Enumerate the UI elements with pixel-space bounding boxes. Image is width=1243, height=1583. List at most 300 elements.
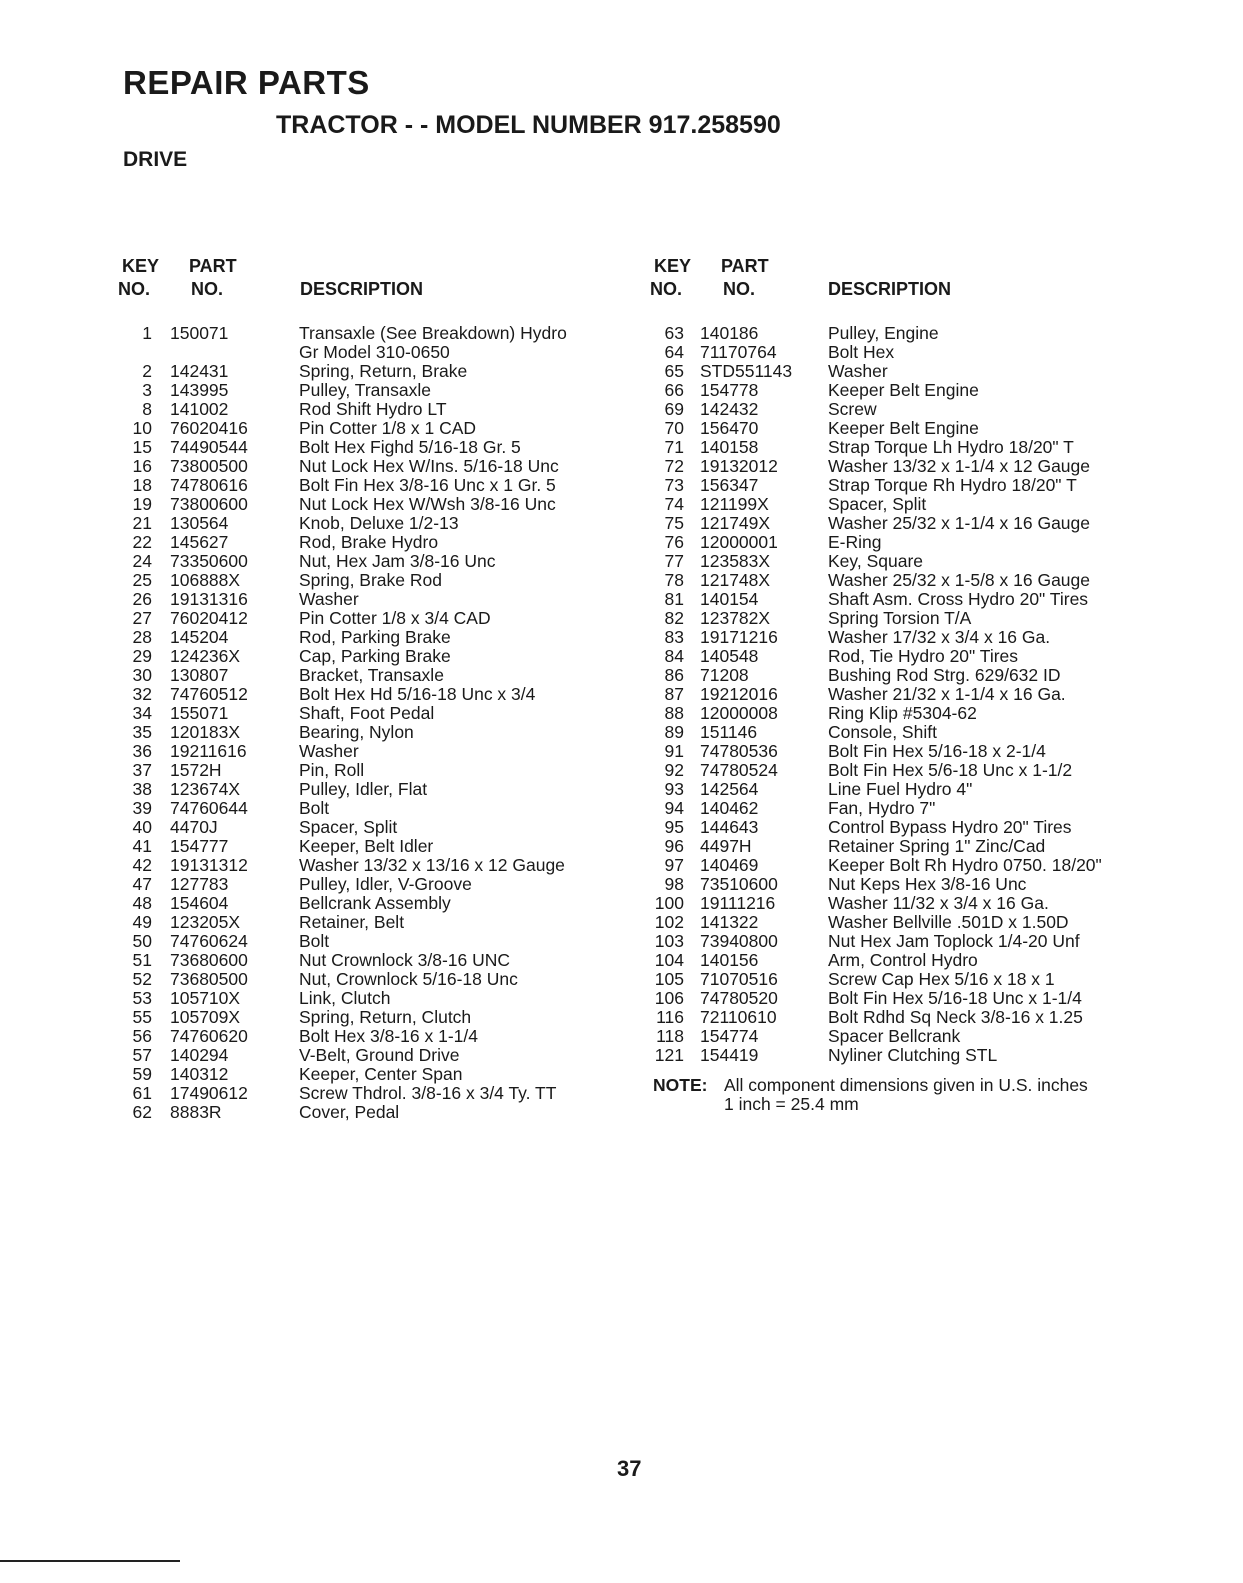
part-number: 74760620 xyxy=(170,1026,248,1046)
description-line: Spring Torsion T/A xyxy=(828,608,972,628)
part-description xyxy=(828,970,1055,989)
description-line: Keeper Bolt Rh Hydro 0750. 18/20" xyxy=(828,855,1102,875)
part-number: 145204 xyxy=(170,627,229,647)
key-number: 63 xyxy=(664,323,684,343)
key-number: 59 xyxy=(132,1064,152,1084)
key-number: 100 xyxy=(654,893,684,913)
part-description xyxy=(299,818,397,837)
description-line: Washer 13/32 x 13/16 x 12 Gauge xyxy=(299,855,565,875)
description-line: Spacer, Split xyxy=(828,494,927,514)
description-line: Retainer, Belt xyxy=(299,912,405,932)
description-line: Screw xyxy=(828,399,877,419)
part-description xyxy=(828,495,926,514)
description-line: Washer 25/32 x 1-1/4 x 16 Gauge xyxy=(828,513,1091,533)
key-number: 93 xyxy=(664,779,684,799)
part-description xyxy=(299,1027,478,1046)
key-number: 25 xyxy=(132,570,152,590)
part-description xyxy=(828,1027,960,1046)
note-conversion: 1 inch = 25.4 mm xyxy=(724,1094,859,1114)
part-number: 142432 xyxy=(700,399,759,419)
part-number: 71070516 xyxy=(700,969,778,989)
part-description xyxy=(828,685,1066,704)
part-description xyxy=(299,457,559,476)
part-description xyxy=(299,571,442,590)
part-number: 73680500 xyxy=(170,969,248,989)
key-number: 2 xyxy=(142,361,152,381)
part-number: 19111216 xyxy=(700,893,776,913)
description-line: Rod, Tie Hydro 20" Tires xyxy=(828,646,1019,666)
key-number: 71 xyxy=(664,437,684,457)
part-description xyxy=(299,552,495,571)
page-number: 37 xyxy=(617,1456,642,1481)
part-description xyxy=(828,419,979,438)
description-line: Link, Clutch xyxy=(299,988,391,1008)
part-description xyxy=(299,590,359,609)
key-number: 92 xyxy=(664,760,684,780)
part-description xyxy=(299,932,329,951)
part-number: 145627 xyxy=(170,532,229,552)
part-description xyxy=(828,647,1018,666)
key-number: 26 xyxy=(132,589,152,609)
part-description xyxy=(299,438,521,457)
part-description xyxy=(828,533,882,552)
part-description xyxy=(828,514,1090,533)
description-line: Ring Klip #5304-62 xyxy=(828,703,977,723)
part-number: 74760512 xyxy=(170,684,248,704)
key-number: 30 xyxy=(132,665,152,685)
key-number: 86 xyxy=(664,665,684,685)
key-number: 96 xyxy=(664,836,684,856)
part-number: 156470 xyxy=(700,418,759,438)
key-number: 52 xyxy=(132,969,152,989)
part-number: 140156 xyxy=(700,950,759,970)
part-description xyxy=(299,400,447,419)
note-label: NOTE: xyxy=(653,1075,708,1095)
description-line: Screw Thdrol. 3/8-16 x 3/4 Ty. TT xyxy=(299,1083,557,1103)
part-description xyxy=(828,1046,997,1065)
part-number: 74780524 xyxy=(700,760,778,780)
part-number: 127783 xyxy=(170,874,229,894)
key-number: 76 xyxy=(664,532,684,552)
description-line: Bolt Hex Fighd 5/16-18 Gr. 5 xyxy=(299,437,521,457)
description-line: Washer 13/32 x 1-1/4 x 12 Gauge xyxy=(828,456,1091,476)
key-number: 27 xyxy=(132,608,152,628)
description-line: Rod, Parking Brake xyxy=(299,627,451,647)
part-number: 144643 xyxy=(700,817,759,837)
part-description xyxy=(828,894,1049,913)
description-line: Bracket, Transaxle xyxy=(299,665,444,685)
key-number: 16 xyxy=(132,456,152,476)
key-number: 28 xyxy=(132,627,152,647)
part-description xyxy=(299,1046,459,1065)
key-number: 116 xyxy=(656,1007,684,1027)
part-number: 140186 xyxy=(700,323,759,343)
key-number: 34 xyxy=(132,703,152,723)
part-description xyxy=(828,799,935,818)
key-number: 21 xyxy=(132,513,152,533)
key-number: 66 xyxy=(664,380,684,400)
key-number: 35 xyxy=(132,722,152,742)
key-number: 32 xyxy=(132,684,152,704)
part-description xyxy=(299,324,567,362)
description-line: Cap, Parking Brake xyxy=(299,646,451,666)
key-number: 102 xyxy=(654,912,684,932)
part-description xyxy=(299,1065,462,1084)
key-number: 84 xyxy=(664,646,684,666)
part-number: 130564 xyxy=(170,513,229,533)
key-number: 19 xyxy=(132,494,152,514)
key-number: 70 xyxy=(664,418,684,438)
description-line: Nut Lock Hex W/Wsh 3/8-16 Unc xyxy=(299,494,556,514)
key-number: 65 xyxy=(664,361,684,381)
description-line: Keeper, Belt Idler xyxy=(299,836,434,856)
part-number: 121199X xyxy=(700,494,769,514)
description-line: Bolt Rdhd Sq Neck 3/8-16 x 1.25 xyxy=(828,1007,1083,1027)
key-number: 118 xyxy=(656,1026,684,1046)
part-description xyxy=(299,533,438,552)
part-number: 140154 xyxy=(700,589,759,609)
part-number: 154778 xyxy=(700,380,759,400)
description-line: Pin, Roll xyxy=(299,760,365,780)
part-number: 140548 xyxy=(700,646,759,666)
part-description xyxy=(299,419,476,438)
key-number: 95 xyxy=(664,817,684,837)
part-number: 74760644 xyxy=(170,798,248,818)
part-number: 19131316 xyxy=(170,589,248,609)
description-line: Keeper, Center Span xyxy=(299,1064,463,1084)
part-number: 73940800 xyxy=(700,931,778,951)
key-number: 121 xyxy=(654,1045,684,1065)
description-line: Spring, Return, Brake xyxy=(299,361,468,381)
part-number: 76020416 xyxy=(170,418,248,438)
part-number: 74760624 xyxy=(170,931,248,951)
part-description xyxy=(828,324,939,343)
part-number: 76020412 xyxy=(170,608,248,628)
description-line: Washer xyxy=(828,361,888,381)
key-number: 69 xyxy=(664,399,684,419)
part-description xyxy=(828,1008,1083,1027)
key-number: 61 xyxy=(132,1083,152,1103)
part-number: STD551143 xyxy=(700,361,793,381)
part-description xyxy=(828,590,1088,609)
part-description xyxy=(299,951,510,970)
part-description xyxy=(828,381,979,400)
key-number: 42 xyxy=(132,855,152,875)
key-number: 91 xyxy=(664,741,684,761)
key-number: 103 xyxy=(654,931,684,951)
part-description xyxy=(828,723,937,742)
part-description xyxy=(828,457,1090,476)
description-line: Nyliner Clutching STL xyxy=(828,1045,998,1065)
key-number: 77 xyxy=(664,551,684,571)
part-number: 130807 xyxy=(170,665,229,685)
part-description xyxy=(828,400,877,419)
part-description xyxy=(299,856,565,875)
description-line: Nut Keps Hex 3/8-16 Unc xyxy=(828,874,1027,894)
description-line: Keeper Belt Engine xyxy=(828,418,979,438)
key-number: 81 xyxy=(664,589,684,609)
part-number: 19171216 xyxy=(700,627,778,647)
key-number: 105 xyxy=(654,969,684,989)
part-description xyxy=(828,951,978,970)
key-number: 39 xyxy=(132,798,152,818)
part-number: 1572H xyxy=(170,760,222,780)
key-number: 55 xyxy=(132,1007,152,1027)
key-number: 47 xyxy=(132,874,152,894)
part-description xyxy=(299,989,390,1008)
part-number: 156347 xyxy=(700,475,759,495)
description-line: Pulley, Engine xyxy=(828,323,939,343)
part-number: 4470J xyxy=(170,817,218,837)
key-number: 56 xyxy=(132,1026,152,1046)
description-line: Washer xyxy=(299,589,359,609)
part-description xyxy=(299,362,467,381)
part-number: 73800500 xyxy=(170,456,248,476)
part-description xyxy=(299,1103,399,1122)
description-line: Pulley, Transaxle xyxy=(299,380,431,400)
description-line: Nut Hex Jam Toplock 1/4-20 Unf xyxy=(828,931,1080,951)
description-line: Washer 17/32 x 3/4 x 16 Ga. xyxy=(828,627,1051,647)
description-line: Bolt Fin Hex 3/8-16 Unc x 1 Gr. 5 xyxy=(299,475,556,495)
key-number: 18 xyxy=(132,475,152,495)
key-number: 50 xyxy=(132,931,152,951)
key-number: 29 xyxy=(132,646,152,666)
part-description xyxy=(299,837,433,856)
key-number: 24 xyxy=(132,551,152,571)
key-number: 87 xyxy=(664,684,684,704)
part-description xyxy=(828,989,1082,1008)
part-description xyxy=(299,875,472,894)
key-number: 88 xyxy=(664,703,684,723)
part-number: 73800600 xyxy=(170,494,248,514)
description-line: Washer Bellville .501D x 1.50D xyxy=(828,912,1069,932)
bottom-rule xyxy=(0,1560,180,1562)
part-number: 140469 xyxy=(700,855,759,875)
description-line: Bolt Hex 3/8-16 x 1-1/4 xyxy=(299,1026,478,1046)
part-description xyxy=(828,742,1046,761)
key-header: KEY xyxy=(122,256,160,276)
key-number: 62 xyxy=(132,1102,152,1122)
key-number: 15 xyxy=(132,437,152,457)
description-line: Nut Crownlock 3/8-16 UNC xyxy=(299,950,511,970)
part-number: 105709X xyxy=(170,1007,241,1027)
part-number: 140158 xyxy=(700,437,759,457)
key-number: 72 xyxy=(664,456,684,476)
part-number: 141002 xyxy=(170,399,229,419)
part-number: 142431 xyxy=(170,361,229,381)
part-number: 17490612 xyxy=(170,1083,248,1103)
part-description xyxy=(299,780,427,799)
description-line: Control Bypass Hydro 20" Tires xyxy=(828,817,1072,837)
description-line: Bellcrank Assembly xyxy=(299,893,451,913)
part-number: 19132012 xyxy=(700,456,778,476)
note-text: All component dimensions given in U.S. inches xyxy=(724,1075,1088,1095)
key-number: 57 xyxy=(132,1045,152,1065)
key-number: 74 xyxy=(664,494,684,514)
part-description xyxy=(828,552,923,571)
part-number: 8883R xyxy=(170,1102,222,1122)
description-line: Strap Torque Rh Hydro 18/20" T xyxy=(828,475,1077,495)
description-line: Arm, Control Hydro xyxy=(828,950,978,970)
part-number: 143995 xyxy=(170,380,229,400)
part-description xyxy=(828,856,1102,875)
description-line: Washer xyxy=(299,741,359,761)
part-number: 123674X xyxy=(170,779,241,799)
key-number: 40 xyxy=(132,817,152,837)
key-number: 36 xyxy=(132,741,152,761)
part-description xyxy=(828,837,1045,856)
description-line: Console, Shift xyxy=(828,722,937,742)
part-description xyxy=(828,571,1090,590)
page-title: REPAIR PARTS xyxy=(123,64,370,101)
part-description xyxy=(299,495,556,514)
key-number: 98 xyxy=(664,874,684,894)
description-line: Nut, Hex Jam 3/8-16 Unc xyxy=(299,551,496,571)
part-number: 142564 xyxy=(700,779,759,799)
description-line: Screw Cap Hex 5/16 x 18 x 1 xyxy=(828,969,1055,989)
description-line: Washer 11/32 x 3/4 x 16 Ga. xyxy=(828,893,1049,913)
key-number: 48 xyxy=(132,893,152,913)
key-number: 53 xyxy=(132,988,152,1008)
part-description xyxy=(828,704,977,723)
description-line: Nut Lock Hex W/Ins. 5/16-18 Unc xyxy=(299,456,559,476)
part-description xyxy=(299,742,359,761)
key-number: 41 xyxy=(132,836,152,856)
key-number: 75 xyxy=(664,513,684,533)
part-description xyxy=(299,666,444,685)
part-number: 4497H xyxy=(700,836,752,856)
description-line: Shaft Asm. Cross Hydro 20" Tires xyxy=(828,589,1089,609)
part-description xyxy=(828,628,1050,647)
part-number: 72110610 xyxy=(700,1007,777,1027)
part-number: 71170764 xyxy=(700,342,777,362)
description-line: Washer 25/32 x 1-5/8 x 16 Gauge xyxy=(828,570,1091,590)
description-line: Fan, Hydro 7" xyxy=(828,798,936,818)
part-description xyxy=(828,438,1074,457)
part-number: 154419 xyxy=(700,1045,759,1065)
part-description xyxy=(299,799,329,818)
part-number: 12000008 xyxy=(700,703,778,723)
description-line: Rod Shift Hydro LT xyxy=(299,399,447,419)
part-number: 123782X xyxy=(700,608,771,628)
part-number: 106888X xyxy=(170,570,241,590)
description-line: Bolt Hex Hd 5/16-18 Unc x 3/4 xyxy=(299,684,536,704)
part-number: 73350600 xyxy=(170,551,248,571)
part-header: PART xyxy=(721,256,769,276)
part-description xyxy=(299,628,451,647)
part-description xyxy=(299,514,459,533)
part-description xyxy=(299,913,404,932)
part-number: 19211616 xyxy=(170,741,247,761)
key-number: 22 xyxy=(132,532,152,552)
description-line: Line Fuel Hydro 4" xyxy=(828,779,973,799)
description-line: Rod, Brake Hydro xyxy=(299,532,439,552)
description-line: Spring, Return, Clutch xyxy=(299,1007,472,1027)
part-number: 140462 xyxy=(700,798,759,818)
description-line: Strap Torque Lh Hydro 18/20" T xyxy=(828,437,1074,457)
key-number: 73 xyxy=(664,475,684,495)
key-number: 94 xyxy=(664,798,684,818)
key-number: 106 xyxy=(654,988,684,1008)
description-line: Pin Cotter 1/8 x 3/4 CAD xyxy=(299,608,491,628)
description-line: Retainer Spring 1" Zinc/Cad xyxy=(828,836,1046,856)
description-line: Nut, Crownlock 5/16-18 Unc xyxy=(299,969,518,989)
part-number: 140294 xyxy=(170,1045,229,1065)
key-number: 8 xyxy=(142,399,152,419)
description-line: Bolt xyxy=(299,798,330,818)
part-description xyxy=(299,723,414,742)
part-description xyxy=(299,476,556,495)
description-line: Bolt Hex xyxy=(828,342,895,362)
description-line: Cover, Pedal xyxy=(299,1102,400,1122)
key-number: 104 xyxy=(654,950,684,970)
part-number: 154604 xyxy=(170,893,229,913)
description-header: DESCRIPTION xyxy=(828,279,952,299)
part-number: 73680600 xyxy=(170,950,248,970)
part-number: 123583X xyxy=(700,551,771,571)
part-description xyxy=(828,609,971,628)
part-number: 140312 xyxy=(170,1064,229,1084)
key-number: 3 xyxy=(142,380,152,400)
key-number: 89 xyxy=(664,722,684,742)
key-number: 10 xyxy=(132,418,152,438)
part-number: 124236X xyxy=(170,646,241,666)
part-number: 74780616 xyxy=(170,475,248,495)
part-description xyxy=(828,780,972,799)
description-line: V-Belt, Ground Drive xyxy=(299,1045,460,1065)
key-number: 82 xyxy=(664,608,684,628)
description-line: Transaxle (See Breakdown) Hydro xyxy=(299,323,567,343)
part-no-header: NO. xyxy=(191,279,224,299)
description-header: DESCRIPTION xyxy=(300,279,424,299)
part-number: 74780536 xyxy=(700,741,778,761)
key-number: 97 xyxy=(664,855,684,875)
description-line: Key, Square xyxy=(828,551,924,571)
part-description xyxy=(828,476,1077,495)
part-description xyxy=(299,1084,556,1103)
description-line: Pulley, Idler, V-Groove xyxy=(299,874,472,894)
part-number: 150071 xyxy=(170,323,229,343)
part-description xyxy=(299,894,451,913)
part-number: 121749X xyxy=(700,513,771,533)
key-header: KEY xyxy=(654,256,692,276)
part-description xyxy=(828,875,1026,894)
description-line: Shaft, Foot Pedal xyxy=(299,703,435,723)
part-description xyxy=(299,685,535,704)
part-number: 141322 xyxy=(700,912,759,932)
key-number: 78 xyxy=(664,570,684,590)
key-no-header: NO. xyxy=(650,279,683,299)
key-number: 1 xyxy=(142,323,152,343)
section-title: DRIVE xyxy=(123,148,188,171)
part-number: 154777 xyxy=(170,836,229,856)
description-line: E-Ring xyxy=(828,532,882,552)
part-description xyxy=(299,609,491,628)
part-number: 154774 xyxy=(700,1026,759,1046)
description-line: Bolt Fin Hex 5/16-18 Unc x 1-1/4 xyxy=(828,988,1082,1008)
part-description xyxy=(828,362,888,381)
description-line: Knob, Deluxe 1/2-13 xyxy=(299,513,459,533)
part-number: 151146 xyxy=(700,722,758,742)
description-line: Washer 21/32 x 1-1/4 x 16 Ga. xyxy=(828,684,1066,704)
part-description xyxy=(828,913,1069,932)
part-number: 74490544 xyxy=(170,437,248,457)
key-number: 51 xyxy=(132,950,152,970)
part-description xyxy=(299,1008,471,1027)
part-description xyxy=(299,761,364,780)
part-number: 19131312 xyxy=(170,855,248,875)
key-number: 83 xyxy=(664,627,684,647)
